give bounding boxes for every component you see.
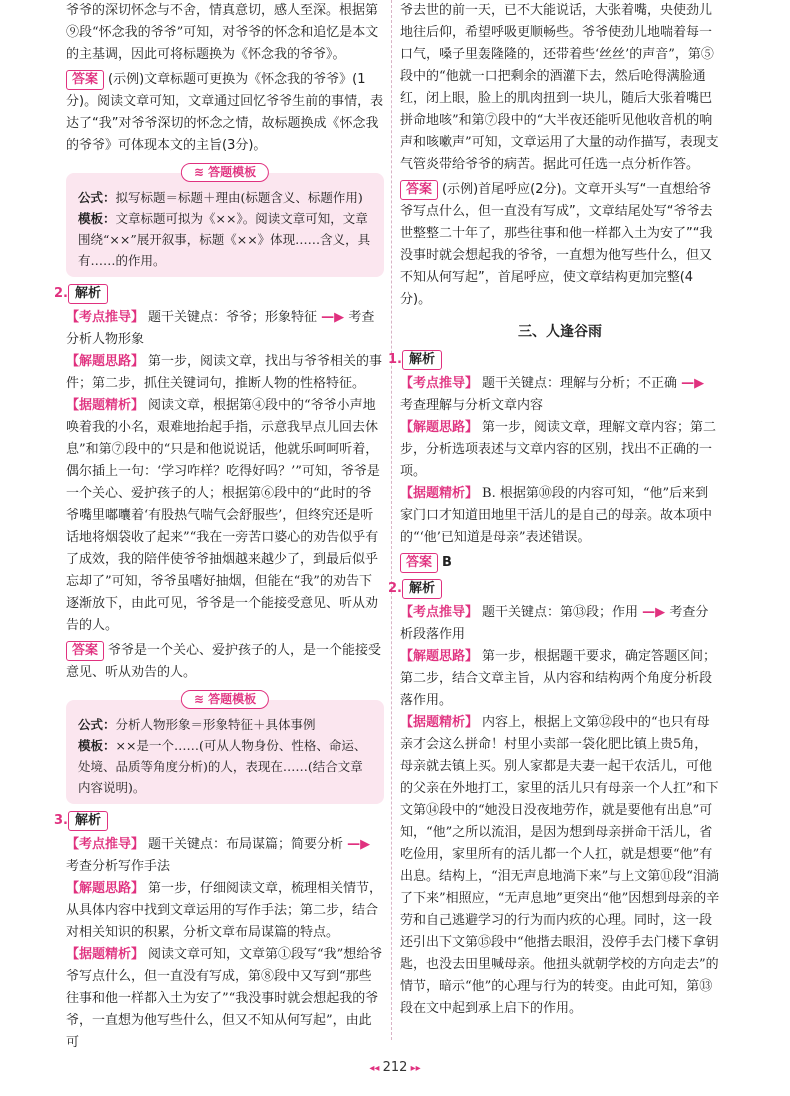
q2-detail: 【据题精析】 阅读文章，根据第④段中的“爷爷小声地唤着我的小名，艰难地抬起手指，示意我早点儿回去休息”和第⑦段中的“只是和他说说话，他就乐呵呵听着，偶尔插上一句：‘学习咋样？吃得好吗？’”可知，爷爷是一个关心、爱护孩子的人；根据第⑥段中的“此时的爷爷嘴里嘟囔着‘有股热气喘气会舒服些’，但终究还是听话地将烟袋收了起来”“我在一旁苦口婆心的劝告似乎有了成效，我的陪伴使爷爷抽烟越来越少了，到最后似乎忘却了”可知，爷爷虽嗜好抽烟，但能在“我”的劝告下逐渐放下，由此可见，爷爷是一个能接受意见、听从劝告的人。 xyxy=(66,398,380,633)
analysis-label: 解析 xyxy=(402,579,442,599)
answer-tag: 答案 xyxy=(66,70,104,90)
r2-idea: 【解题思路】 第一步，根据题干要求，确定答题区间；第二步，结合文章主旨，从内容和结构两个角度分析段落作用。 xyxy=(400,649,717,708)
q3-point: 【考点推导】 题干关键点：布局谋篇；简要分析 —▶ 考查分析写作手法 xyxy=(66,837,371,874)
answer-1: 答案 (示例)文章标题可更换为《怀念我的爷爷》(1分)。阅读文章可知，文章通过回忆爷爷生前的事情，表达了“我”对爷爷深切的怀念之情，故标题换成《怀念我的爷爷》可体现本文的主旨(3分)。 xyxy=(66,72,384,153)
arrow-right-icon: —▶ xyxy=(347,837,371,852)
arrow-right-icon: —▶ xyxy=(321,310,345,325)
q3-idea: 【解题思路】 第一步，仔细阅读文章，梳理相关情节，从具体内容中找到文章运用的写作手法；第二步，结合对相关知识的积累，分析文章布局谋篇的特点。 xyxy=(66,881,383,940)
analysis-label: 解析 xyxy=(402,350,442,370)
section-title: 三、人逢谷雨 xyxy=(518,324,602,340)
r1-point: 【考点推导】 题干关键点：理解与分析；不正确 —▶ 考查理解与分析文章内容 xyxy=(400,376,705,413)
answer-template-2 xyxy=(66,692,384,804)
template-formula: 公式：拟写标题＝标题＋理由(标题含义、标题作用) xyxy=(78,190,363,205)
question-3-header: 3. 解析 xyxy=(54,810,384,832)
arrow-right-icon: —▶ xyxy=(681,376,705,391)
analysis-label: 解析 xyxy=(68,284,108,304)
template-title: ≋ 答题模板 xyxy=(181,690,269,709)
r1-answer: 答案 B xyxy=(400,552,720,574)
template-model: 模板：文章标题可拟为《××》。阅读文章可知，文章围绕“××”展开叙事，标题《××》体现……含义，具有……的作用。 xyxy=(78,211,371,268)
decorative-dots-icon: ◂◂ xyxy=(369,1063,383,1074)
decorative-dots-icon: ▸▸ xyxy=(407,1063,421,1074)
question-2-header: 2. 解析 xyxy=(54,283,384,305)
intro-paragraph: 爷爷的深切怀念与不舍，情真意切，感人至深。根据第⑨段“怀念我的爷爷”可知，对爷爷的怀念和追忆是本文的主基调，因此可将标题换为《怀念我的爷爷》。 xyxy=(66,3,379,62)
r1-detail: 【据题精析】 B. 根据第⑩段的内容可知，“他”后来到家门口才知道田地里干活儿的是自己的母亲。故本项中的“‘他’已知道是母亲”表述错误。 xyxy=(400,486,713,545)
page-number: ◂◂ 212 ▸▸ xyxy=(369,1060,421,1075)
q3-answer: 答案 (示例)首尾呼应(2分)。文章开头写“一直想给爷爷写点什么，但一直没有写成”，文章结尾处写“爷爷去世整整二十年了，那些往事和他一样都入土为安了”“我没事时就会想起我的爷爷，一直想为他写些什么，但又不知从何写起”，首尾呼应，使文章结构更加完整(4分)。 xyxy=(400,182,713,307)
column-divider xyxy=(391,0,392,1040)
arrow-right-icon: —▶ xyxy=(642,605,666,620)
q2-idea: 【解题思路】 第一步，阅读文章，找出与爷爷相关的事件；第二步，抓住关键词句，推断人物的性格特征。 xyxy=(66,354,383,391)
answer-template-1 xyxy=(66,165,384,277)
analysis-label: 解析 xyxy=(68,811,108,831)
q3-detail: 【据题精析】 阅读文章可知，文章第①段写“我”想给爷爷写点什么，但一直没有写成，第⑧段中又写到“那些往事和他一样都入土为安了”“我没事时就会想起我的爷爷，一直想为他写些什么，但又不知从何写起”，由此可 xyxy=(66,947,383,1050)
template-model: 模板：××是一个……(可从人物身份、性格、命运、处境、品质等角度分析)的人，表现在……(结合文章内容说明)。 xyxy=(78,738,367,795)
template-formula: 公式：分析人物形象＝形象特征＋具体事例 xyxy=(78,717,316,732)
r2-detail: 【据题精析】 内容上，根据上文第⑫段中的“也只有母亲才会这么拼命！村里小卖部一袋化肥比镇上贵5角，母亲就去镇上买。别人家都是夫妻一起干农活儿，可他的父亲在外地打工，家里的活儿只有母亲一个人扛”和下文第⑭段中的“她没日没夜地劳作，就是要他有出息”可知，“他”之所以流泪，是因为想到母亲拼命干活儿，省吃俭用，家里所有的活儿都一个人扛，就是想要“他”有出息。结构上，“泪无声息地淌下来”与上文第⑪段“泪淌了下来”相照应，“无声息地”更突出“他”因想到母亲的辛劳和自己逃避学习的行为而内疚的心理。同时，这一段还引出下文第⑮段中“他揩去眼泪，没停手去门楼下拿钥匙，也没去田里喊母亲。他扭头就朝学校的方向走去”的情节，暗示“他”的心理与行为的转变。由此可知，第⑬段在文中起到承上启下的作用。 xyxy=(400,715,720,1016)
r2-point: 【考点推导】 题干关键点：第⑬段；作用 —▶ 考查分析段落作用 xyxy=(400,605,709,642)
q2-point: 【考点推导】 题干关键点：爷爷；形象特征 —▶ 考查分析人物形象 xyxy=(66,310,375,347)
template-title: ≋ 答题模板 xyxy=(181,163,269,182)
q2-answer: 答案 爷爷是一个关心、爱护孩子的人，是一个能接受意见、听从劝告的人。 xyxy=(66,643,382,680)
r1-header: 1. 解析 xyxy=(388,349,720,371)
left-column xyxy=(54,0,384,1054)
continuation-paragraph: 爷去世的前一天，已不大能说话，大张着嘴，央使劲儿地往后仰，希望呼吸更顺畅些。爷爷使劲儿地喘着每一口气，嗓子里轰隆隆的，还带着些‘丝丝’的声音”，第⑤段中的“他就一口把剩余的酒灌下去，然后呛得满脸通红，闭上眼，脸上的肌肉扭到一块儿，随后大张着嘴巴拼命地咳”和第⑦段中的“大半夜还能听见他收音机的响声和咳嗽声”可知，文章运用了大量的动作描写，表现支气管炎带给爷爷的病苦。据此可任选一点分析作答。 xyxy=(400,3,719,172)
r2-header: 2. 解析 xyxy=(388,578,720,600)
right-column xyxy=(388,0,720,1020)
r1-idea: 【解题思路】 第一步，阅读文章，理解文章内容；第二步，分析选项表述与文章内容的区别，找出不正确的一项。 xyxy=(400,420,717,479)
